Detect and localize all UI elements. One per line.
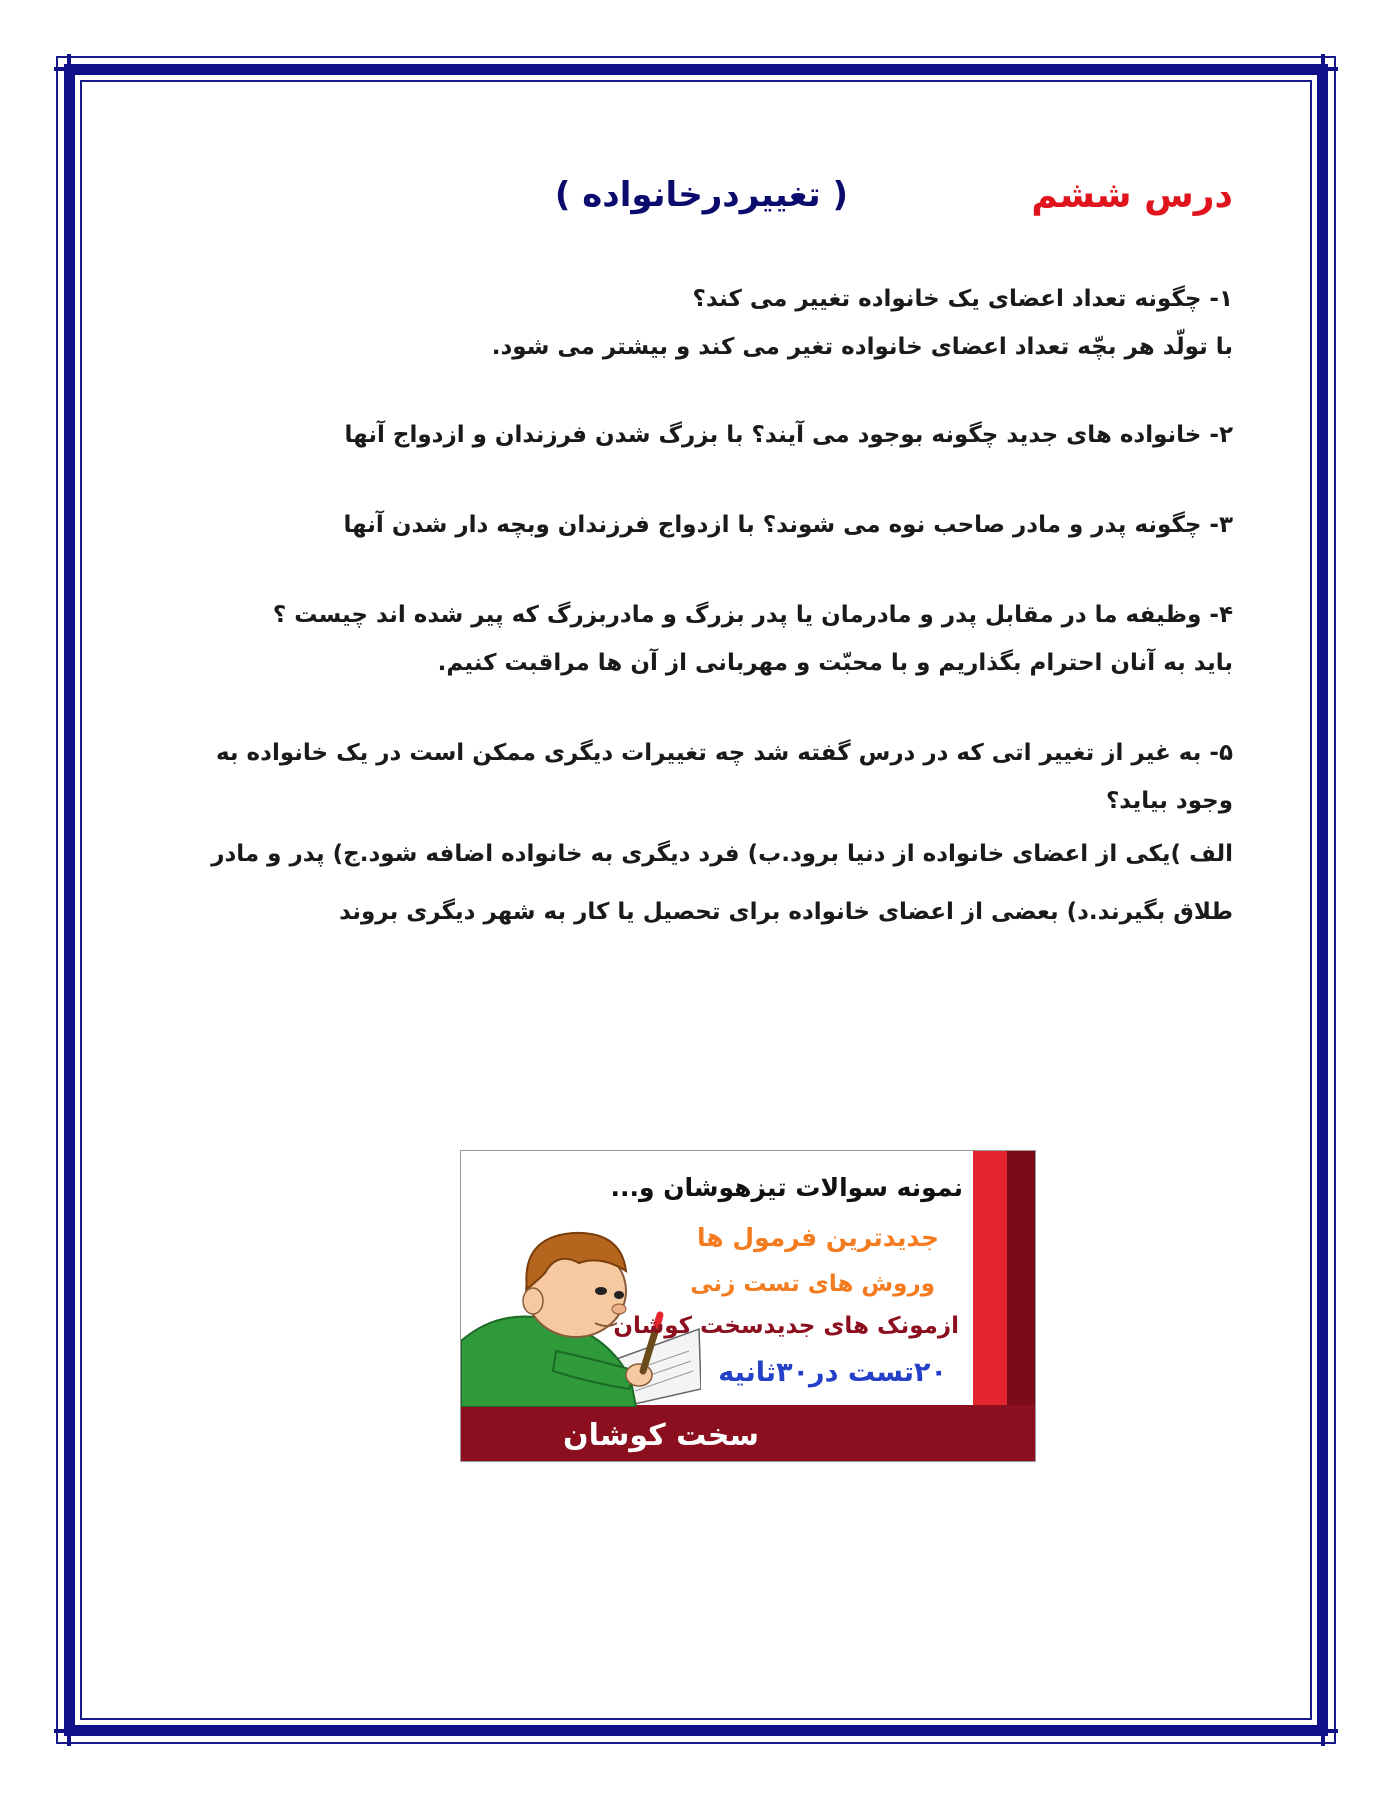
- banner-line-1: نمونه سوالات تیزهوشان و...: [610, 1173, 963, 1202]
- question-text: ۲- خانواده های جدید چگونه بوجود می آیند؟ با بزرگ شدن فرزندان و ازدواج آنها: [344, 422, 1233, 448]
- frame-corner-ornament: [1308, 1716, 1338, 1746]
- banner-line-2: جدیدترین فرمول ها: [696, 1223, 939, 1252]
- answer-text: الف )یکی از اعضای خانواده از دنیا برود.ب) فرد دیگری به خانواده اضافه شود.ج) پدر و مادر طلاق بگیرند.د) بعضی از اعضای خانواده برای تحصیل یا کار به شهر دیگری بروند: [211, 841, 1233, 925]
- question-text: ۵- به غیر از تغییر اتی که در درس گفته شد چه تغییرات دیگری ممکن است در یک خانواده به وجود بیاید؟: [215, 740, 1233, 814]
- frame-corner-ornament: [54, 54, 84, 84]
- question-text: ۴- وظیفه ما در مقابل پدر و مادرمان یا پدر بزرگ و مادربزرگ که پیر شده اند چیست ؟: [272, 602, 1233, 628]
- answer-text: با تولّد هر بچّه تعداد اعضای خانواده تغیر می کند و بیشتر می شود.: [491, 334, 1233, 360]
- page-heading: [200, 165, 1233, 235]
- banner-line-3: وروش های تست زنی: [690, 1271, 935, 1297]
- frame-corner-ornament: [1308, 54, 1338, 84]
- lesson-label: درس ششم: [1031, 175, 1233, 216]
- question-block-1: [200, 275, 1233, 371]
- question-block-4: [200, 591, 1233, 687]
- banner-line-4: ازمونک های جدیدسخت کوشان: [613, 1313, 959, 1339]
- answer-text: باید به آنان احترام بگذاریم و با محبّت و مهربانی از آن ها مراقبت کنیم.: [437, 650, 1233, 676]
- question-block-2: [200, 411, 1233, 459]
- banner-footer-title: سخت کوشان: [563, 1418, 759, 1453]
- question-text: ۱- چگونه تعداد اعضای یک خانواده تغییر می کند؟: [692, 286, 1233, 312]
- boy-writing-illustration: [461, 1211, 701, 1407]
- question-block-3: [200, 501, 1233, 549]
- document-body: [200, 165, 1233, 941]
- frame-corner-ornament: [54, 1716, 84, 1746]
- lesson-topic: ( تغییردرخانواده ): [554, 175, 848, 215]
- question-text: ۳- چگونه پدر و مادر صاحب نوه می شوند؟ با ازدواج فرزندان وبچه دار شدن آنها: [343, 512, 1233, 538]
- advertisement-banner[interactable]: [460, 1150, 1036, 1462]
- banner-strip-red: [973, 1151, 1007, 1405]
- banner-line-5: ۲۰تست در۳۰ثانیه: [718, 1357, 947, 1388]
- question-block-5: [200, 729, 1233, 941]
